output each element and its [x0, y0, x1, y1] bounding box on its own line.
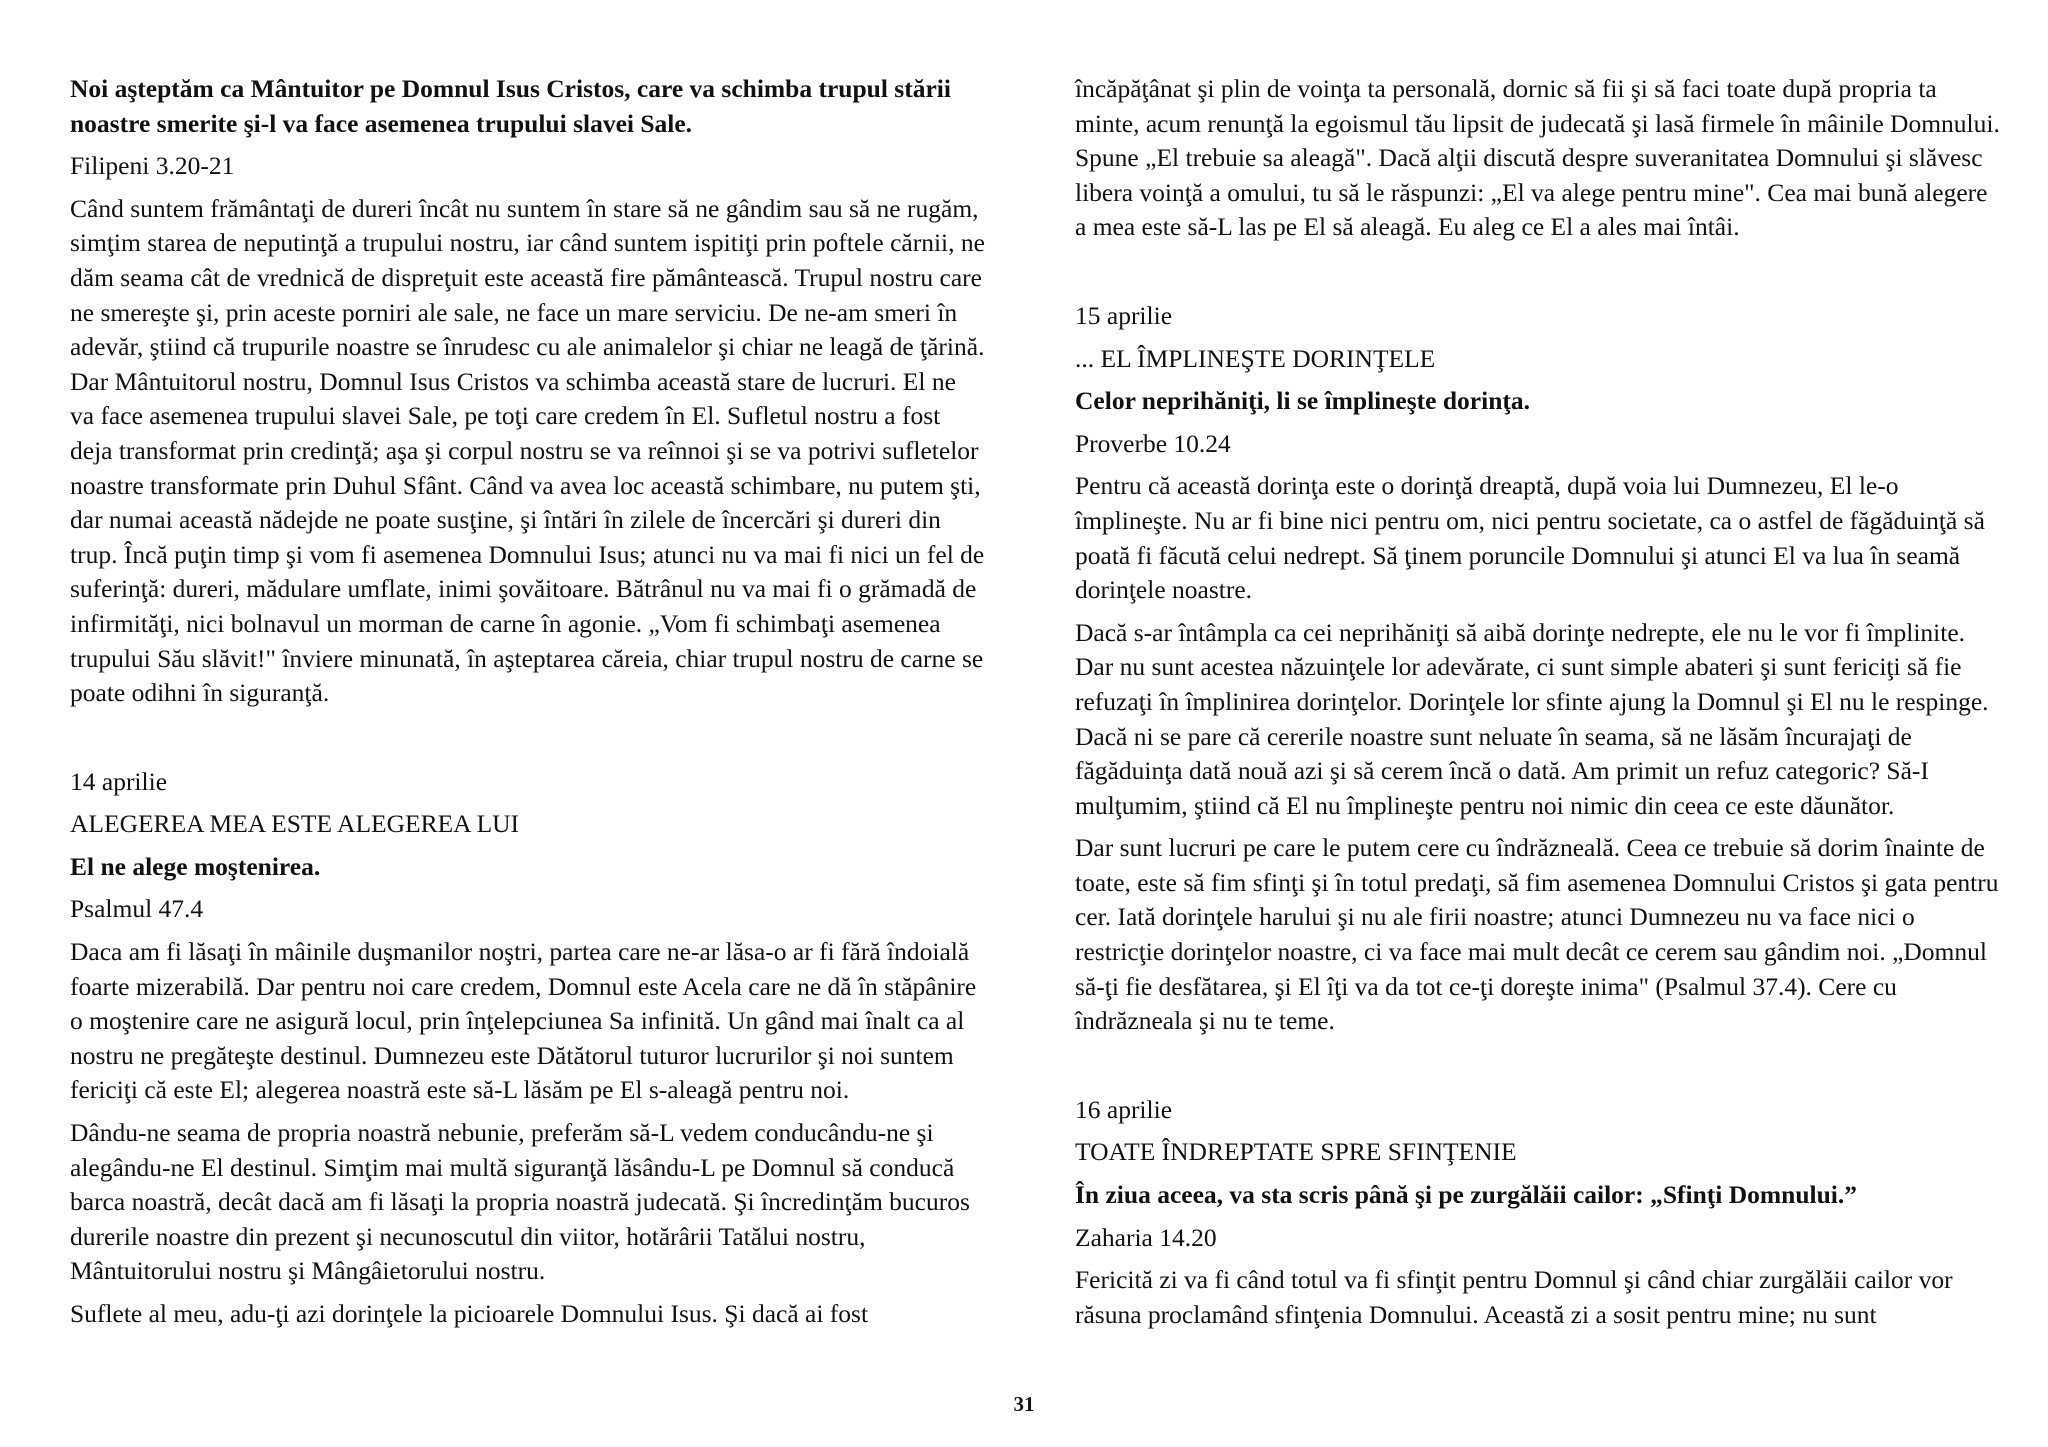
verse-text: În ziua aceea, va sta scris până şi pe zurgălăii cailor: „Sfinţi Domnului.”	[1075, 1180, 1858, 1210]
devotional-paragraph: Pentru că această dorinţa este o dorinţă dreaptă, după voia lui Dumnezeu, El le-o împlineşte. Nu ar fi bine nici pentru om, nici pentru societate, ca o astfel de făgăduinţă să poată fi făcută celui nedrept. Să ţinem poruncile Domnului şi atunci El va lua în seamă dorinţele noastre.	[1075, 471, 1985, 605]
entry-title: ALEGEREA MEA ESTE ALEGEREA LUI	[70, 809, 520, 839]
entry-date: 16 aprilie	[1075, 1094, 1173, 1124]
devotional-paragraph: Suflete al meu, adu-ţi azi dorinţele la picioarele Domnului Isus. Şi dacă ai fost	[70, 1299, 869, 1328]
left-column	[70, 72, 985, 1340]
devotional-paragraph: Dându-ne seama de propria noastră nebunie, preferăm să-L vedem conducându-ne şi alegându-ne El destinul. Simţim mai multă siguranţă lăsându-L pe Domnul să conducă barca noastră, decât dacă am fi lăsaţi la propria noastră judecată. Şi încredinţăm bucuros durerile noastre din prezent şi necunoscutul din viitor, hotărârii Tatălui nostru, Mântuitorului nostru şi Mângâietorului nostru.	[70, 1118, 970, 1286]
entry-title: TOATE ÎNDREPTATE SPRE SFINŢENIE	[1075, 1137, 1517, 1167]
entry-title: ... EL ÎMPLINEŞTE DORINŢELE	[1075, 343, 1436, 373]
verse-text: El ne alege moştenirea.	[70, 851, 321, 881]
verse-text: Celor neprihăniţi, li se împlineşte dorinţa.	[1075, 386, 1530, 416]
devotional-paragraph: Daca am fi lăsaţi în mâinile duşmanilor noştri, partea care ne-ar lăsa-o ar fi fără îndoială foarte mizerabilă. Dar pentru noi care credem, Domnul este Acela care ne dă în stăpânire o moştenire care ne asigură locul, prin înţelepciunea Sa infinită. Un gând mai înalt ca al nostru ne pregăteşte destinul. Dumnezeu este Dătătorul tuturor lucrurilor şi noi suntem fericiţi că este El; alegerea noastră este să-L lăsăm pe El s-aleagă pentru noi.	[70, 937, 977, 1105]
verse-reference: Psalmul 47.4	[70, 894, 204, 924]
entry-date: 14 aprilie	[70, 766, 168, 796]
right-column	[1075, 72, 2000, 1340]
verse-reference: Proverbe 10.24	[1075, 428, 1231, 458]
verse-reference: Zaharia 14.20	[1075, 1222, 1217, 1252]
verse-text: Noi aşteptăm ca Mântuitor pe Domnul Isus Cristos, care va schimba trupul stării noastre smerite şi-l va face asemenea trupului slavei Sale.	[70, 74, 951, 138]
verse-reference: Filipeni 3.20-21	[70, 151, 235, 181]
devotional-paragraph: Fericită zi va fi când totul va fi sfinţit pentru Domnul şi când chiar zurgălăii cailor vor răsuna proclamând sfinţenia Domnului. Această zi a sosit pentru mine; nu sunt	[1075, 1265, 1953, 1329]
devotional-paragraph: încăpăţânat şi plin de voinţa ta personală, dornic să fii şi să faci toate după propria ta minte, acum renunţă la egoismul tău lipsit de judecată şi lasă firmele în mâinile Domnului. Spune „El trebuie sa aleagă". Dacă alţii discută despre suveranitatea Domnului şi slăvesc libera voinţă a omului, tu să le răspunzi: „El va alege pentru mine". Cea mai bună alegere a mea este să-L las pe El să aleagă. Eu aleg ce El a ales mai întâi.	[1075, 74, 2000, 242]
devotional-paragraph: Dacă s-ar întâmpla ca cei neprihăniţi să aibă dorinţe nedrepte, ele nu le vor fi împlinite. Dar nu sunt acestea năzuinţele lor adevărate, ci sunt simple abateri şi sunt fericiţi să fie refuzaţi în împlinirea dorinţelor. Dorinţele lor sfinte ajung la Domnul şi El nu le respinge. Dacă ni se pare că cererile noastre sunt neluate în seama, să ne lăsăm încurajaţi de făgăduinţa dată nouă azi şi să cerem încă o dată. Am primit un refuz categoric? Să-I mulţumim, ştiind că El nu împlineşte pentru noi nimic din ceea ce este dăunător.	[1075, 617, 1989, 820]
page-number: 31	[1013, 1392, 1035, 1416]
devotional-paragraph: Dar sunt lucruri pe care le putem cere cu îndrăzneală. Ceea ce trebuie să dorim înainte de toate, este să fim sfinţi şi în totul predaţi, să fim asemenea Domnului Cristos şi gata pentru cer. Iată dorinţele harului şi nu ale firii noastre; atunci Dumnezeu nu va face nici o restricţie dorinţelor noastre, ci va face mai mult decât ce cerem sau gândim noi. „Domnul să-ţi fie desfătarea, şi El îţi va da tot ce-ţi doreşte inima" (Psalmul 37.4). Cere cu îndrăzneala şi nu te teme.	[1075, 833, 1999, 1036]
entry-date: 15 aprilie	[1075, 300, 1173, 330]
devotional-paragraph: Când suntem frământaţi de dureri încât nu suntem în stare să ne gândim sau să ne rugăm, simţim starea de neputinţă a trupului nostru, iar când suntem ispitiţi prin poftele cărnii, ne dăm seama cât de vrednică de dispreţuit este această fire pământească. Trupul nostru care ne smereşte şi, prin aceste porniri ale sale, ne face un mare serviciu. De ne-am smeri în adevăr, ştiind că trupurile noastre se înrudesc cu ale animalelor şi chiar ne leagă de ţărină. Dar Mântuitorul nostru, Domnul Isus Cristos va schimba această stare de lucruri. El ne va face asemenea trupului slavei Sale, pe toţi care credem în El. Sufletul nostru a fost deja transformat prin credinţă; aşa şi corpul nostru se va reînnoi şi se va potrivi sufletelor noastre transformate prin Duhul Sfânt. Când va avea loc această schimbare, nu putem şti, dar numai această nădejde ne poate susţine, şi întări în zilele de încercări şi dureri din trup. Încă puţin timp şi vom fi asemenea Domnului Isus; atunci nu va mai fi nici un fel de suferinţă: dureri, mădulare umflate, inimi şovăitoare. Bătrânul nu va mai fi o grămadă de infirmităţi, nici bolnavul un morman de carne în agonie. „Vom fi schimbaţi asemenea trupului Său slăvit!" înviere minunată, în aşteptarea căreia, chiar trupul nostru de carne se poate odihni în siguranţă.	[70, 193, 985, 708]
